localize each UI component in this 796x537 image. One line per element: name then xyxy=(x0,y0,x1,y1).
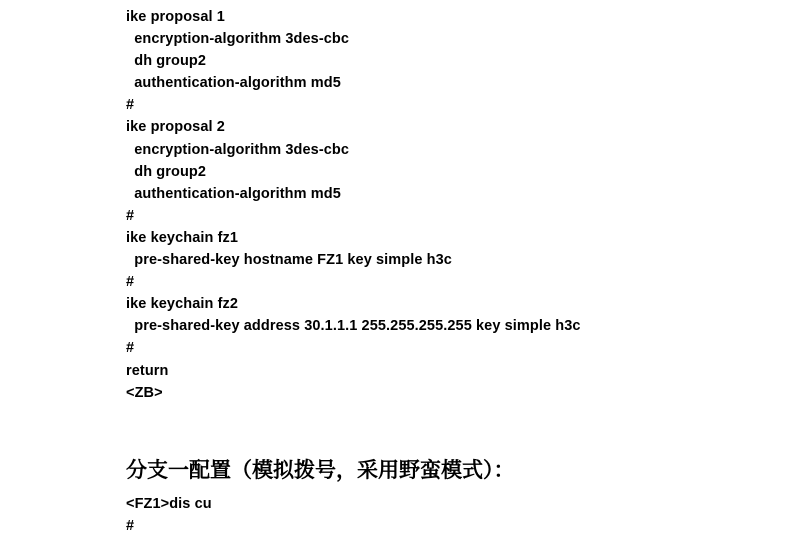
config-line: pre-shared-key address 30.1.1.1 255.255.255.255 key simple h3c xyxy=(126,318,581,335)
config-line: authentication-algorithm md5 xyxy=(126,75,341,92)
config-line: ike proposal 2 xyxy=(126,119,225,136)
config-line: # xyxy=(126,207,135,224)
config-line: return xyxy=(126,362,169,379)
config-line: # xyxy=(126,274,135,291)
config-line: # xyxy=(126,340,135,357)
config-line: <ZB> xyxy=(126,384,163,401)
config-line: <FZ1>dis cu xyxy=(126,496,212,512)
config-line: ike keychain fz1 xyxy=(126,229,239,246)
fz1-config-listing xyxy=(126,493,212,537)
config-line: pre-shared-key hostname FZ1 key simple h3c xyxy=(126,252,452,269)
config-line: dh group2 xyxy=(126,163,207,180)
zb-config-listing xyxy=(126,6,581,404)
config-line: ike proposal 1 xyxy=(126,9,225,25)
config-line: encryption-algorithm 3des-cbc xyxy=(126,141,350,158)
config-line: # xyxy=(126,97,135,114)
config-line: dh group2 xyxy=(126,53,207,70)
config-line: ike keychain fz2 xyxy=(126,296,239,313)
section-heading: 分支一配置（模拟拨号，采用野蛮模式）： xyxy=(126,458,515,482)
config-line: # xyxy=(126,518,135,535)
config-line: authentication-algorithm md5 xyxy=(126,185,341,202)
config-line: encryption-algorithm 3des-cbc xyxy=(126,31,350,48)
